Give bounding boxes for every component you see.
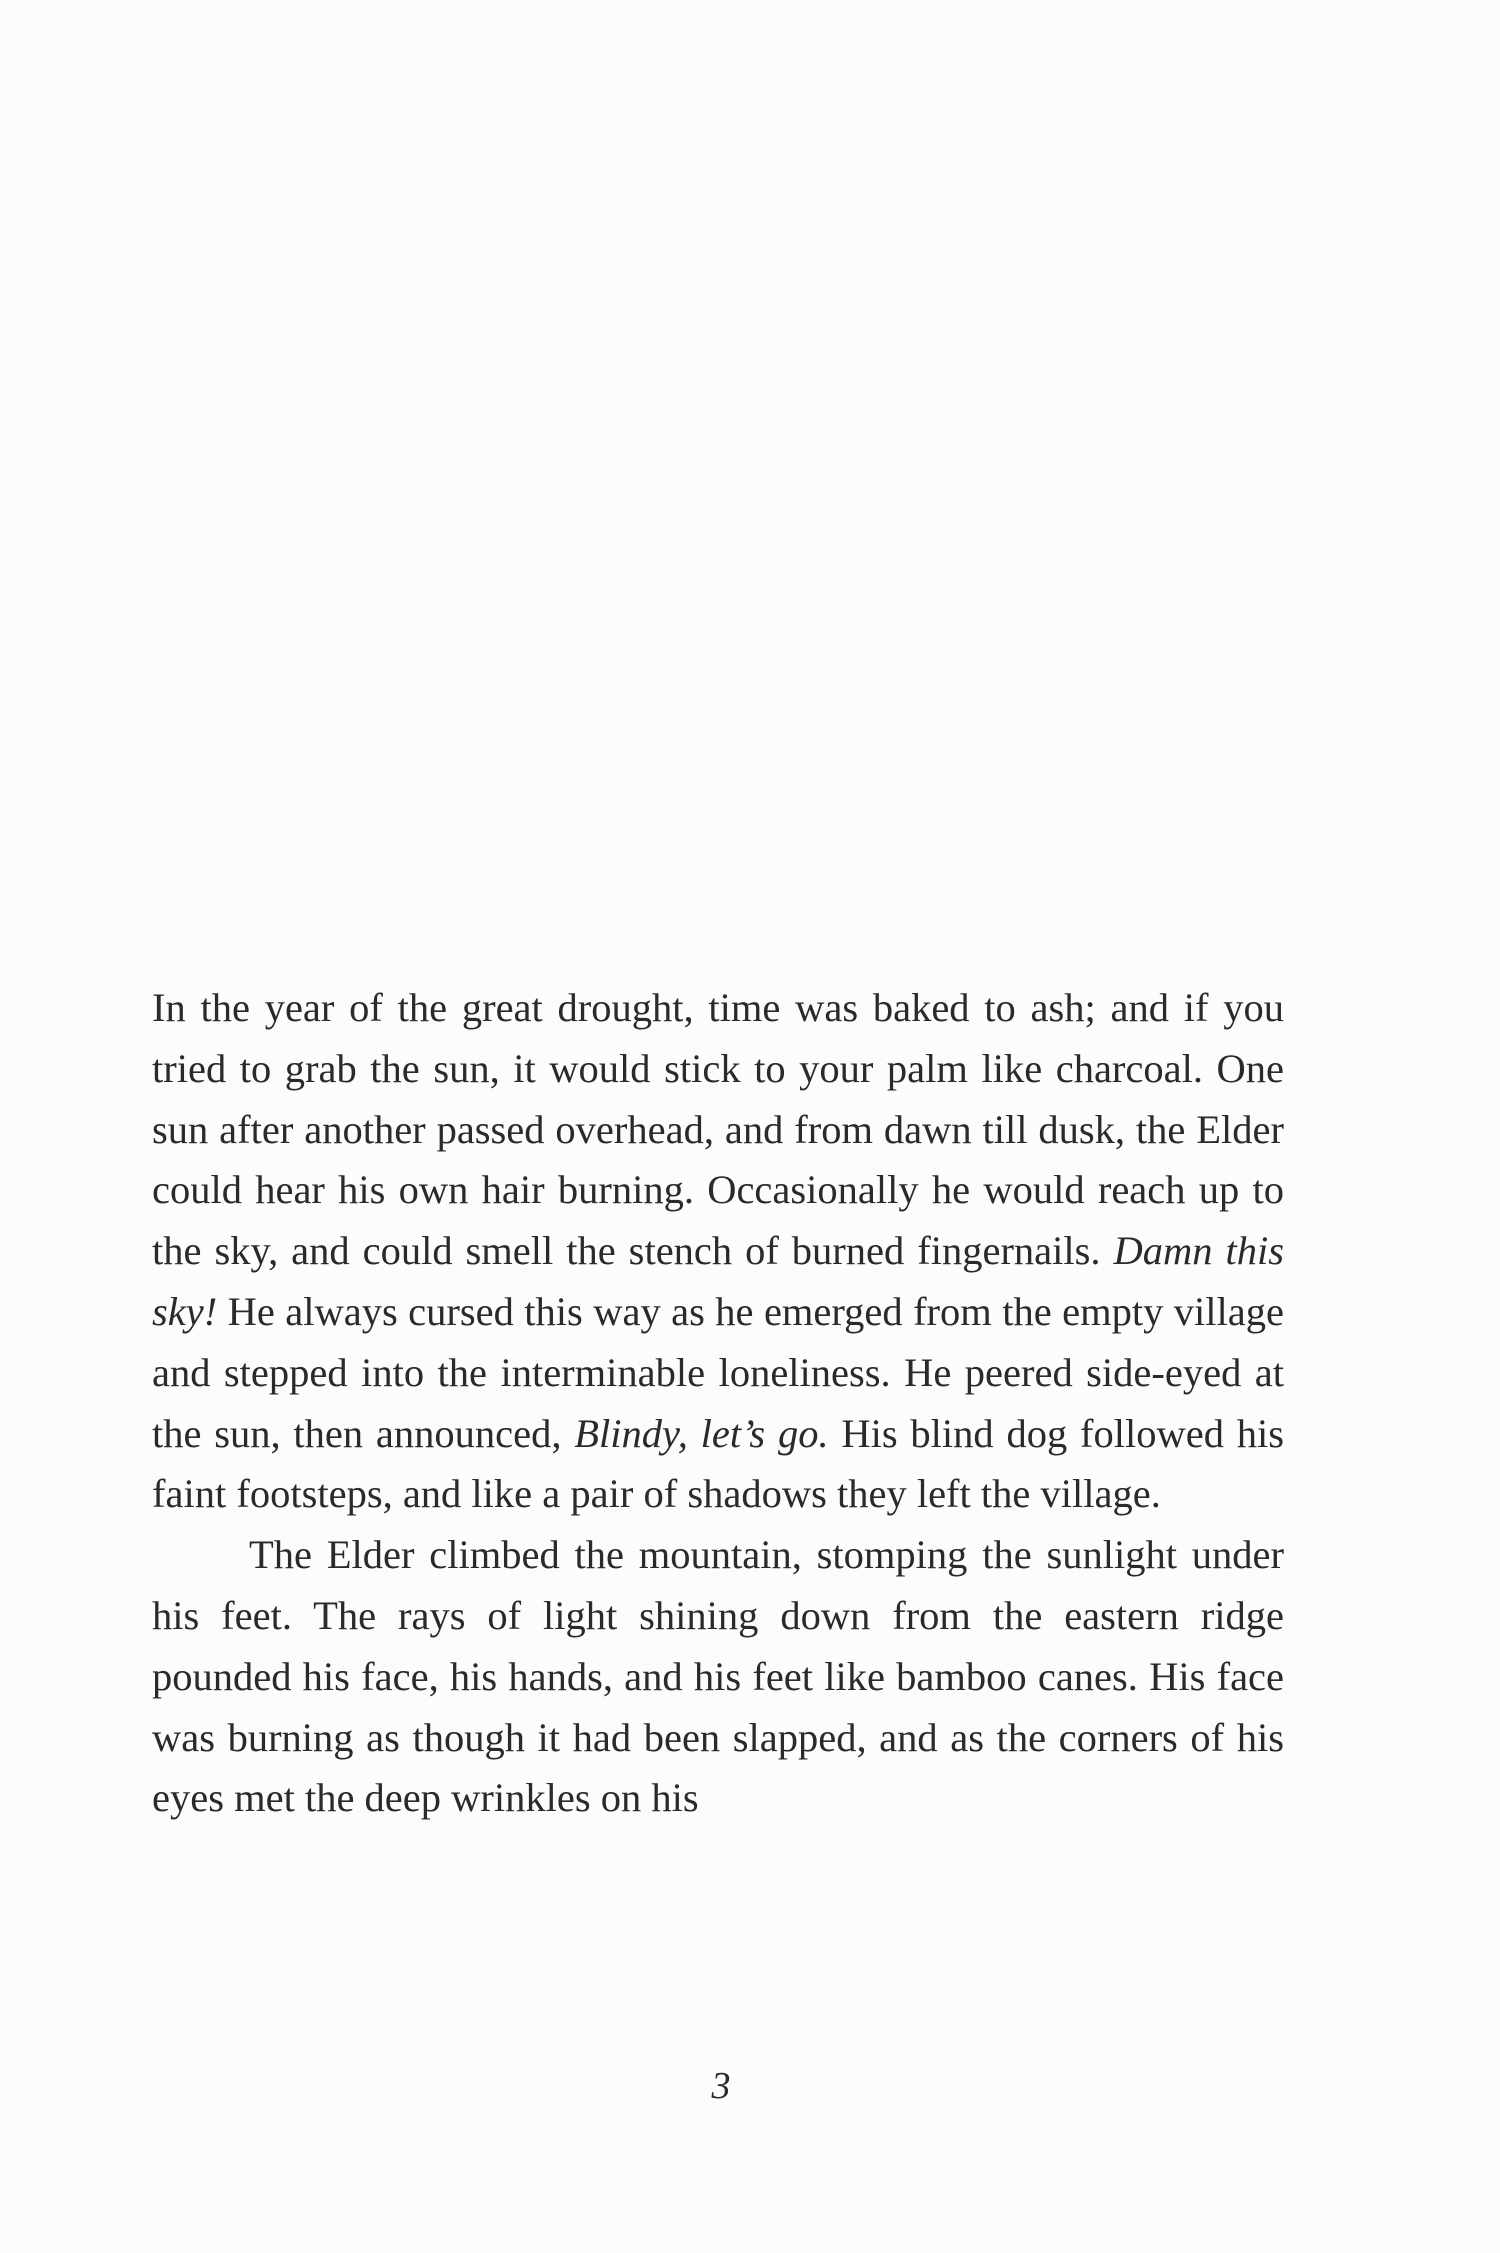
paragraph-1-part-3: His blind dog followed his faint footsteps, and like a pair of shadows they left the village. [152, 1410, 1284, 1517]
body-text [152, 978, 1284, 1829]
paragraph-1-italic-curse: Damn this sky! [152, 1228, 1284, 1334]
paragraph-1-italic-call: Blindy, let’s go. [574, 1410, 829, 1456]
page-number: 3 [711, 2065, 731, 2107]
paragraph-1 [152, 978, 1284, 1525]
paragraph-1-part-2: He always cursed this way as he emerged from the empty village and stepped into the interminable loneliness. He peered side-eyed at the sun, then announced, [152, 1288, 1284, 1456]
paragraph-1-part-1: In the year of the great drought, time was baked to ash; and if you tried to grab the sun, it would stick to your palm like charcoal. One sun after another passed overhead, and from dawn till dusk, the Elder could hear his own hair burning. Occasionally he would reach up to the sky, and could smell the stench of burned fingernails. [152, 985, 1284, 1274]
paragraph-2: The Elder climbed the mountain, stomping the sunlight under his feet. The rays of light shining down from the eastern ridge pounded his face, his hands, and his feet like bamboo canes. His face was burning as though it had been slapped, and as the corners of his eyes met the deep wrinkles on his [152, 1532, 1284, 1821]
